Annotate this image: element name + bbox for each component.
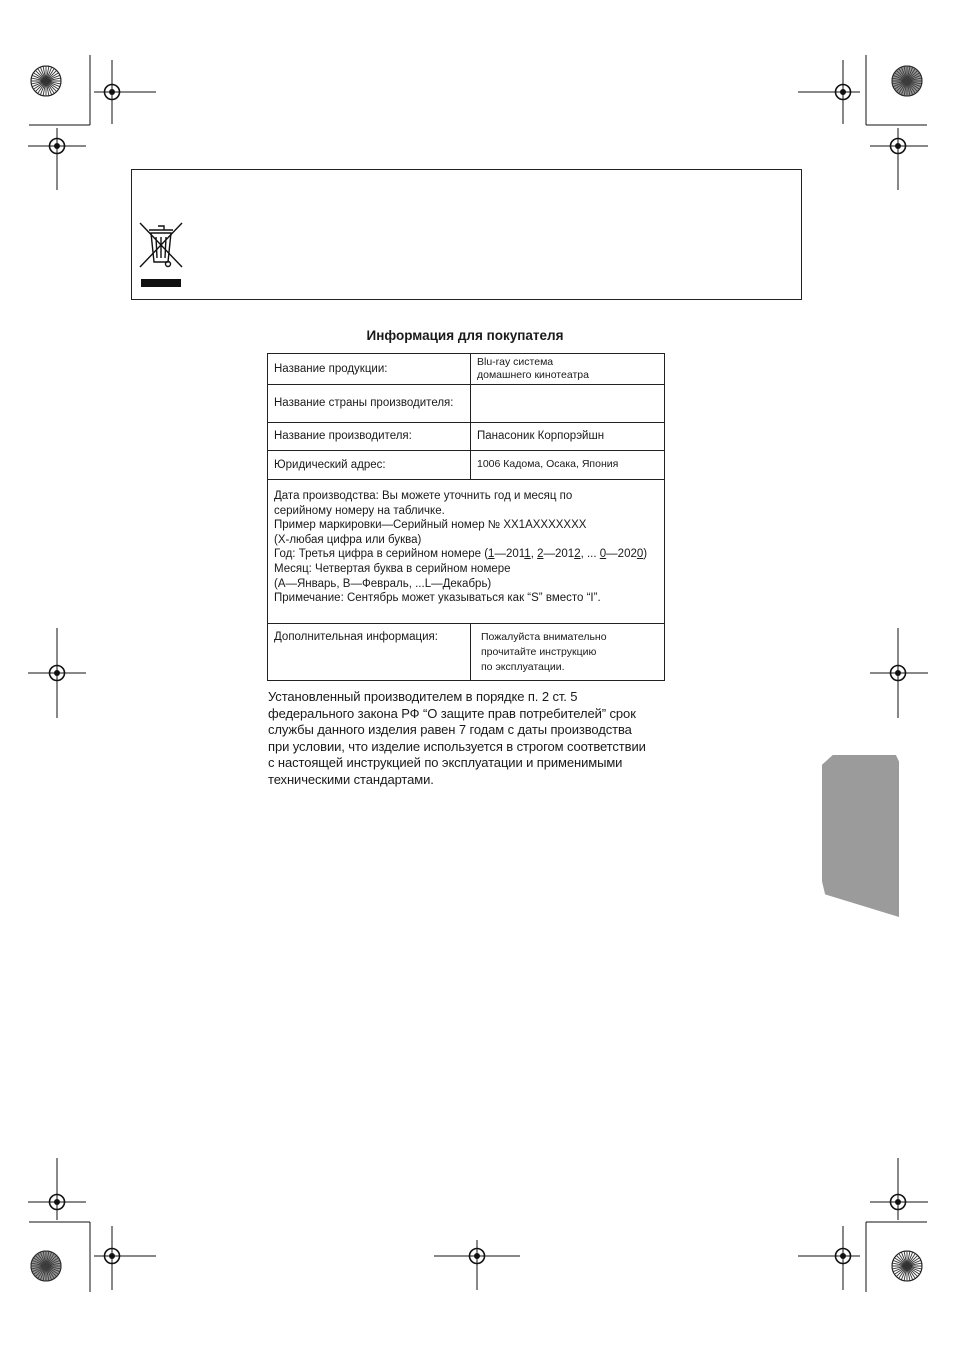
table-row	[268, 451, 665, 480]
table-row	[268, 354, 665, 385]
customer-info-table	[267, 353, 665, 681]
customer-info-title: Информация для покупателя	[366, 328, 564, 343]
service-life-statement: Установленный производителем в порядке п. 2 ст. 5 федерального закона РФ “О защите прав потребителей” срок службы данного изделия равен 7 годам с даты производства при условии, что изделие используется в строгом соответствии с настоящей инструкцией по эксплуатации и применимыми техническими стандартами.	[268, 689, 646, 787]
table-row	[268, 423, 665, 451]
address-label: Юридический адрес:	[268, 451, 471, 480]
table-row	[268, 385, 665, 423]
manufacturer-label: Название производителя:	[268, 423, 471, 451]
country-value	[471, 385, 665, 423]
crossed-out-wheelie-bin-icon	[138, 220, 184, 290]
manufacturer-value: Панасоник Корпорэйшн	[471, 423, 665, 451]
table-row	[268, 624, 665, 681]
side-section-tab	[822, 755, 899, 917]
product-name-label: Название продукции:	[268, 354, 471, 385]
recycling-notice-box	[131, 169, 802, 300]
additional-info-label: Дополнительная информация:	[268, 624, 471, 681]
address-value: 1006 Кадома, Осака, Япония	[471, 451, 665, 480]
production-date-info: Дата производства: Вы можете уточнить год и месяц по серийному номеру на табличке. Пример маркировки—Серийный номер № XX1AXXXXXXX (X-любая цифра или буква) Год: Третья цифра в серийном номере (1—2011, 2—2012, ... 0—2020) Месяц: Четвертая буква в серийном номере (A—Январь, B—Февраль, ...L—Декабрь) Примечание: Сентябрь может указываться как “S” вместо “I”.	[268, 480, 665, 624]
year-decoding-line: Год: Третья цифра в серийном номере (1—2011, 2—2012, ... 0—2020)	[274, 548, 648, 561]
product-name-value: Blu-ray система домашнего кинотеатра	[471, 354, 665, 385]
country-label: Название страны производителя:	[268, 385, 471, 423]
table-row	[268, 480, 665, 624]
additional-info-value: Пожалуйста внимательно прочитайте инструкцию по эксплуатации.	[471, 624, 665, 681]
